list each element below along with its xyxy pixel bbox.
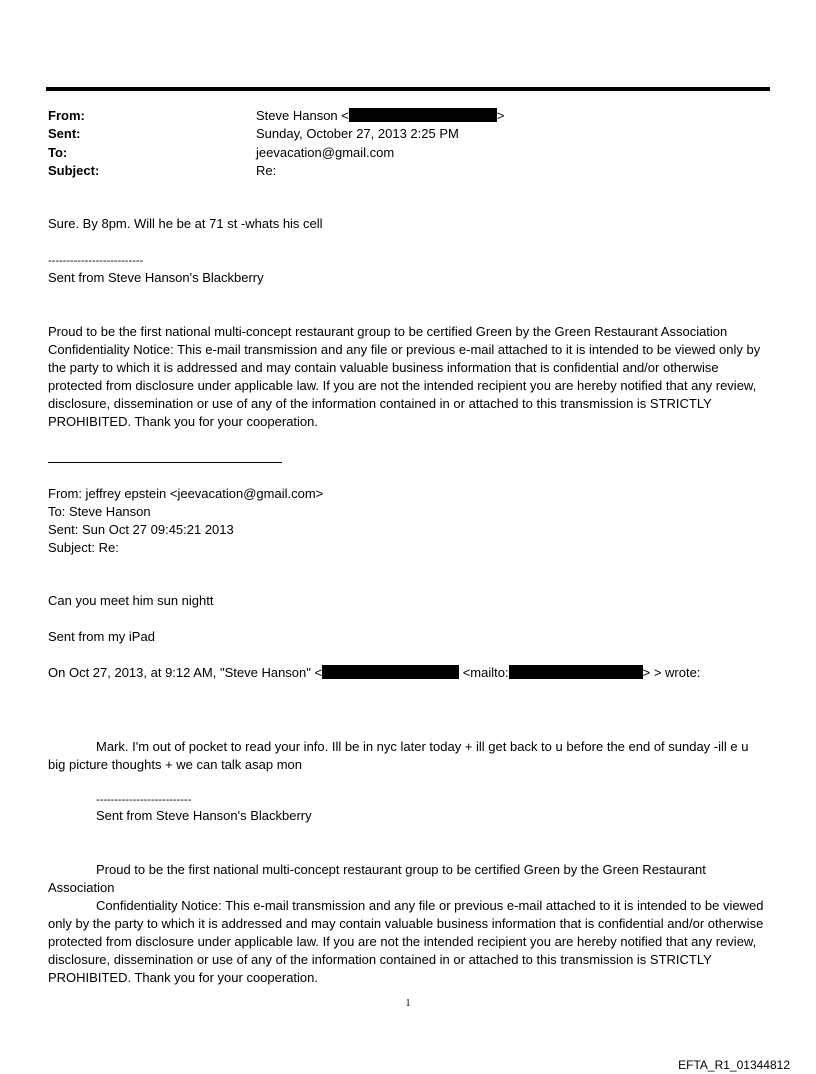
reply-confidentiality-notice: Confidentiality Notice: This e-mail transmission and any file or previous e-mail attached to it is intended to be viewed only by the party to which it is addressed and may contain valuable business information that is confidential and/or otherwise protected from disclosure under applicable law. If you are not the intended recipient you are hereby notified that any review, disclosure, dissemination or use of any of the information contained in or attached to this transmission is STRICTLY PROHIBITED. Thank you for your cooperation. [48, 342, 761, 429]
redaction-box [322, 665, 459, 679]
nested-green-notice: Proud to be the first national multi-concept restaurant group to be certified Green by the Green Restaurant Association [48, 862, 706, 895]
wrote-end: > > wrote: [642, 665, 701, 680]
quoted-from: From: jeffrey epstein <jeevacation@gmail.com> [48, 486, 324, 501]
reply-dashes: -------------------------- [48, 255, 144, 267]
document-id: EFTA_R1_01344812 [678, 1058, 790, 1072]
quoted-sent: Sent: Sun Oct 27 09:45:21 2013 [48, 522, 234, 537]
nested-confidentiality-notice: Confidentiality Notice: This e-mail transmission and any file or previous e-mail attached to it is intended to be viewed only by the party to which it is addressed and may contain valuable business information that is confidential and/or otherwise protected from disclosure under applicable law. If you are not the intended recipient you are hereby notified that any review, disclosure, dissemination or use of any of the information contained in or attached to this transmission is STRICTLY PROHIBITED. Thank you for your cooperation. [48, 898, 764, 985]
redaction-box [349, 108, 497, 122]
header-top-rule [46, 87, 770, 91]
from-label: From: [48, 108, 85, 123]
subject-value: Re: [256, 163, 277, 178]
page-number: 1 [405, 998, 411, 1009]
wrote-start: On Oct 27, 2013, at 9:12 AM, "Steve Hanson" < [48, 665, 323, 680]
subject-label: Subject: [48, 163, 100, 178]
from-value [256, 107, 504, 125]
reply-notice [48, 323, 768, 431]
redaction-box [509, 665, 643, 679]
nested-signature: Sent from Steve Hanson's Blackberry [96, 808, 312, 823]
to-value: jeevacation@gmail.com [256, 145, 395, 160]
wrote-mailto: <mailto: [462, 665, 509, 680]
separator-rule [48, 462, 282, 463]
reply-signature: Sent from Steve Hanson's Blackberry [48, 270, 264, 285]
quoted-body: Can you meet him sun nightt [48, 593, 214, 608]
from-name: Steve Hanson < [256, 108, 349, 123]
reply-body: Sure. By 8pm. Will he be at 71 st -whats his cell [48, 216, 323, 231]
nested-body: Mark. I'm out of pocket to read your info. Ill be in nyc later today + ill get back to u before the end of sunday -ill e u big picture thoughts + we can talk asap mon [48, 739, 749, 772]
quoted-wrote-line [48, 664, 768, 682]
quoted-signature: Sent from my iPad [48, 629, 155, 644]
nested-dashes: -------------------------- [96, 794, 192, 806]
nested-notice [48, 861, 768, 987]
sent-value: Sunday, October 27, 2013 2:25 PM [256, 126, 459, 141]
sent-label: Sent: [48, 126, 81, 141]
quoted-to: To: Steve Hanson [48, 504, 151, 519]
reply-green-notice: Proud to be the first national multi-concept restaurant group to be certified Green by the Green Restaurant Association [48, 324, 728, 339]
from-end: > [496, 108, 505, 123]
to-label: To: [48, 145, 68, 160]
quoted-subject: Subject: Re: [48, 540, 119, 555]
